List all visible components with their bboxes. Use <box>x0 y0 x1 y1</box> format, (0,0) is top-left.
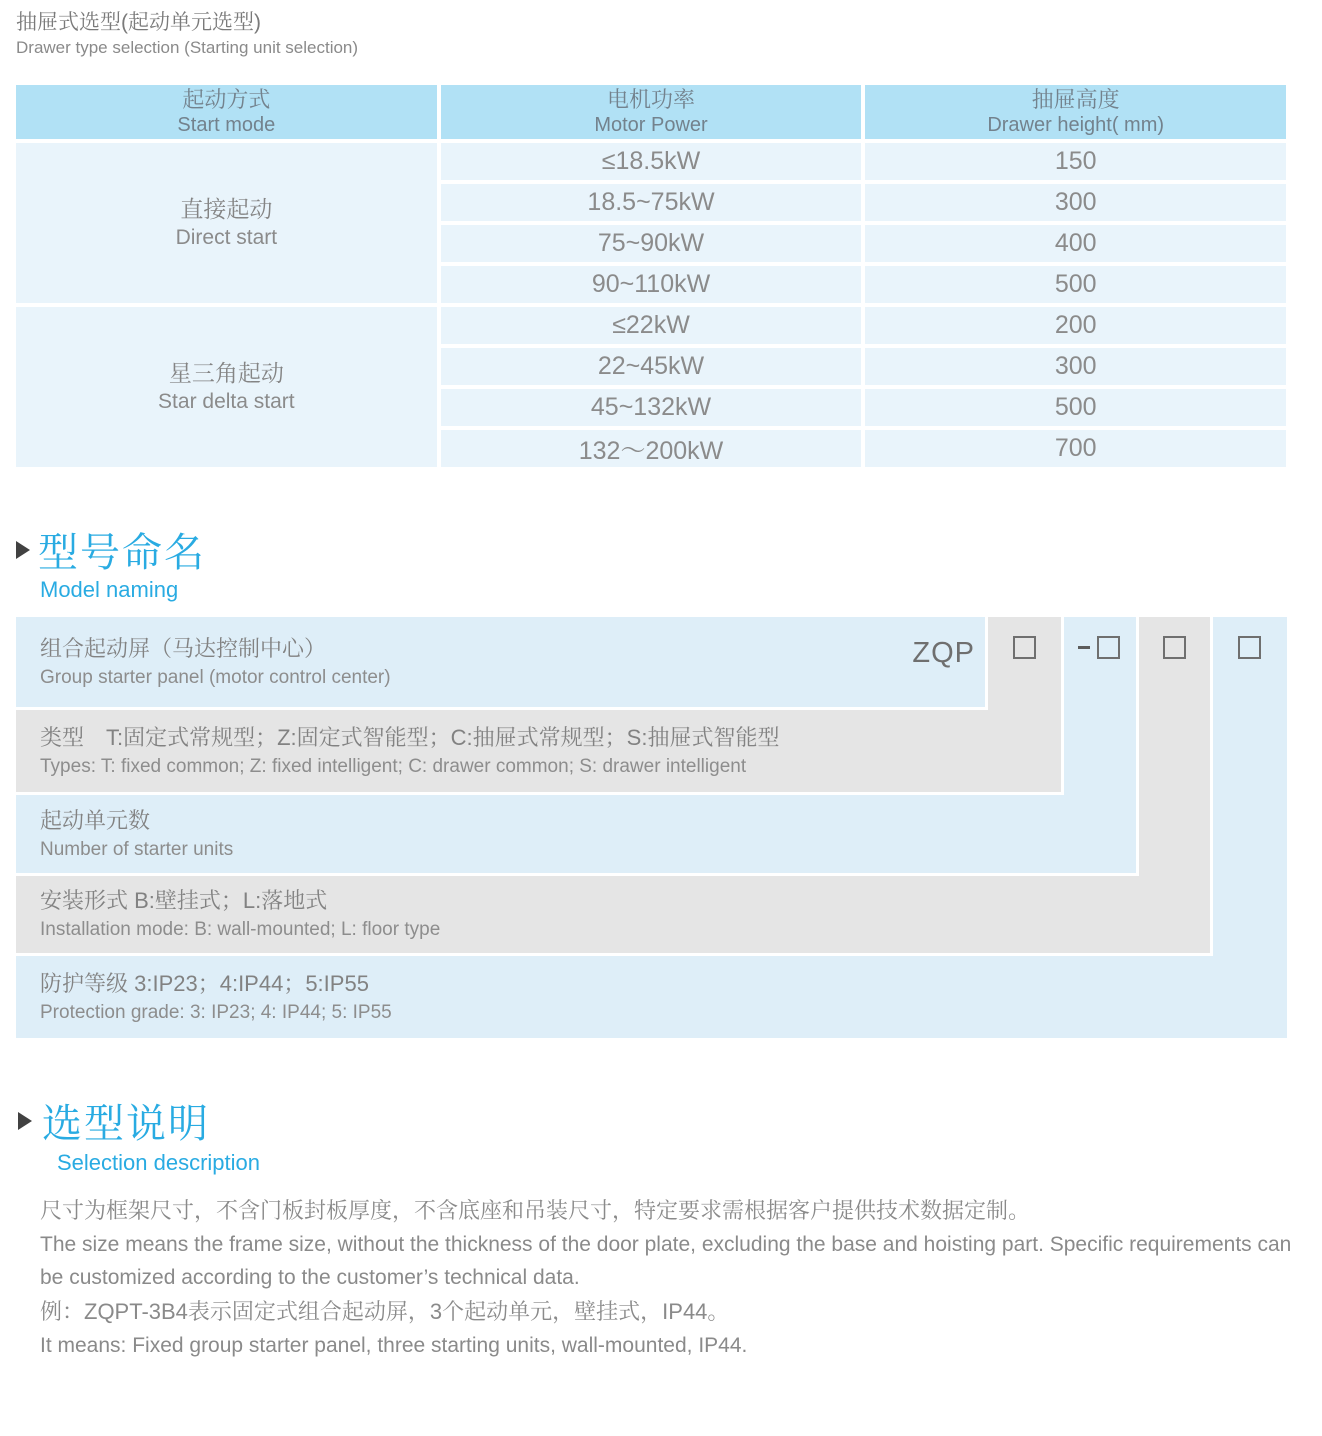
mode-label-zh: 星三角起动 <box>168 360 284 386</box>
placeholder-box-protection <box>1238 636 1261 659</box>
naming-row-group-starter-panel <box>16 617 985 707</box>
drawer-selection-table <box>16 85 1286 467</box>
height-cell: 150 <box>865 143 1286 180</box>
naming-row-text <box>16 617 391 707</box>
naming-row-text <box>16 876 1210 953</box>
naming-row-text <box>16 795 1136 873</box>
naming-row-en: Types: T: fixed common; Z: fixed intelligent; C: drawer common; S: drawer intelligent <box>40 755 747 777</box>
power-cell: 18.5~75kW <box>441 184 862 221</box>
naming-row-protection <box>16 956 1287 1038</box>
placeholder-box-type <box>1013 636 1036 659</box>
height-cell: 300 <box>865 184 1286 221</box>
section-arrow-icon <box>16 541 30 559</box>
table-body <box>16 143 1286 467</box>
naming-row-text <box>16 956 1287 1038</box>
mode-label-en: Direct start <box>175 226 278 249</box>
page-title-en: Drawer type selection (Starting unit selection) <box>16 38 359 57</box>
mode-cell-direct-start <box>16 143 437 303</box>
power-cell: 22~45kW <box>441 348 862 385</box>
naming-row-zh: 安装形式 B:壁挂式；L:落地式 <box>40 888 328 913</box>
naming-row-en: Group starter panel (motor control center) <box>40 666 391 688</box>
example-line-zh: 例：ZQPT-3B4表示固定式组合起动屏，3个起动单元，壁挂式，IP44。 <box>40 1299 730 1324</box>
page-title-zh: 抽屉式选型(起动单元选型) <box>16 11 261 34</box>
height-cell: 200 <box>865 307 1286 344</box>
column-motor-power <box>441 143 862 467</box>
naming-row-type <box>16 710 1061 792</box>
model-naming-title-en: Model naming <box>40 577 179 602</box>
naming-row-text <box>16 710 1061 792</box>
selection-title-en: Selection description <box>57 1150 261 1175</box>
naming-row-en: Number of starter units <box>40 838 234 860</box>
placeholder-box-installation <box>1163 636 1186 659</box>
naming-row-zh: 防护等级 3:IP23；4:IP44；5:IP55 <box>40 970 369 996</box>
power-cell: 132～200kW <box>441 430 862 467</box>
power-cell: 45~132kW <box>441 389 862 426</box>
header-label-en: Start mode <box>177 114 276 136</box>
mode-label-en: Star delta start <box>158 390 295 413</box>
height-cell: 400 <box>865 225 1286 262</box>
selection-title-zh: 选型说明 <box>42 1102 210 1146</box>
placeholder-box-units <box>1097 636 1120 659</box>
mode-label-zh: 直接起动 <box>180 196 273 222</box>
power-cell: 90~110kW <box>441 266 862 303</box>
model-naming-title-zh: 型号命名 <box>38 531 206 575</box>
naming-row-en: Protection grade: 3: IP23; 4: IP44; 5: IP55 <box>40 1001 392 1023</box>
column-start-mode <box>16 143 437 467</box>
power-cell: 75~90kW <box>441 225 862 262</box>
selection-description-paragraphs <box>40 1193 1292 1362</box>
naming-row-zh: 起动单元数 <box>40 807 151 833</box>
naming-row-en: Installation mode: B: wall-mounted; L: floor type <box>40 919 441 940</box>
naming-row-zh: 组合起动屏（马达控制中心） <box>40 635 327 661</box>
naming-row-zh: 类型 T:固定式常规型；Z:固定式智能型；C:抽屉式常规型；S:抽屉式智能型 <box>40 724 780 750</box>
header-label-zh: 起动方式 <box>182 87 271 112</box>
header-label-en: Motor Power <box>594 114 708 136</box>
table-header-drawer-height <box>865 85 1286 139</box>
table-header-start-mode <box>16 85 437 139</box>
table-header-row <box>16 85 1286 139</box>
mode-cell-star-delta-start <box>16 307 437 467</box>
column-drawer-height <box>865 143 1286 467</box>
height-cell: 500 <box>865 389 1286 426</box>
header-label-zh: 抽屉高度 <box>1031 87 1120 112</box>
power-cell: ≤18.5kW <box>441 143 862 180</box>
example-line-en: It means: Fixed group starter panel, three starting units, wall-mounted, IP44. <box>40 1334 748 1357</box>
table-header-motor-power <box>441 85 862 139</box>
naming-row-units <box>16 795 1136 873</box>
header-label-zh: 电机功率 <box>607 87 696 112</box>
section-arrow-icon <box>18 1112 32 1130</box>
height-cell: 500 <box>865 266 1286 303</box>
height-cell: 700 <box>865 430 1286 467</box>
placeholder-box-units-group <box>1078 636 1120 659</box>
description-line-en: The size means the frame size, without the thickness of the door plate, excluding the base and hoisting part. Specific requirements can be customized according to the customer’s technical data. <box>40 1233 1292 1289</box>
power-cell: ≤22kW <box>441 307 862 344</box>
description-line-zh: 尺寸为框架尺寸，不含门板封板厚度，不含底座和吊装尺寸，特定要求需根据客户提供技术数据定制。 <box>40 1198 1031 1223</box>
header-label-en: Drawer height( mm) <box>987 114 1165 136</box>
dash-separator <box>1078 646 1090 649</box>
model-prefix: ZQP <box>912 636 975 669</box>
height-cell: 300 <box>865 348 1286 385</box>
naming-row-installation <box>16 876 1210 953</box>
